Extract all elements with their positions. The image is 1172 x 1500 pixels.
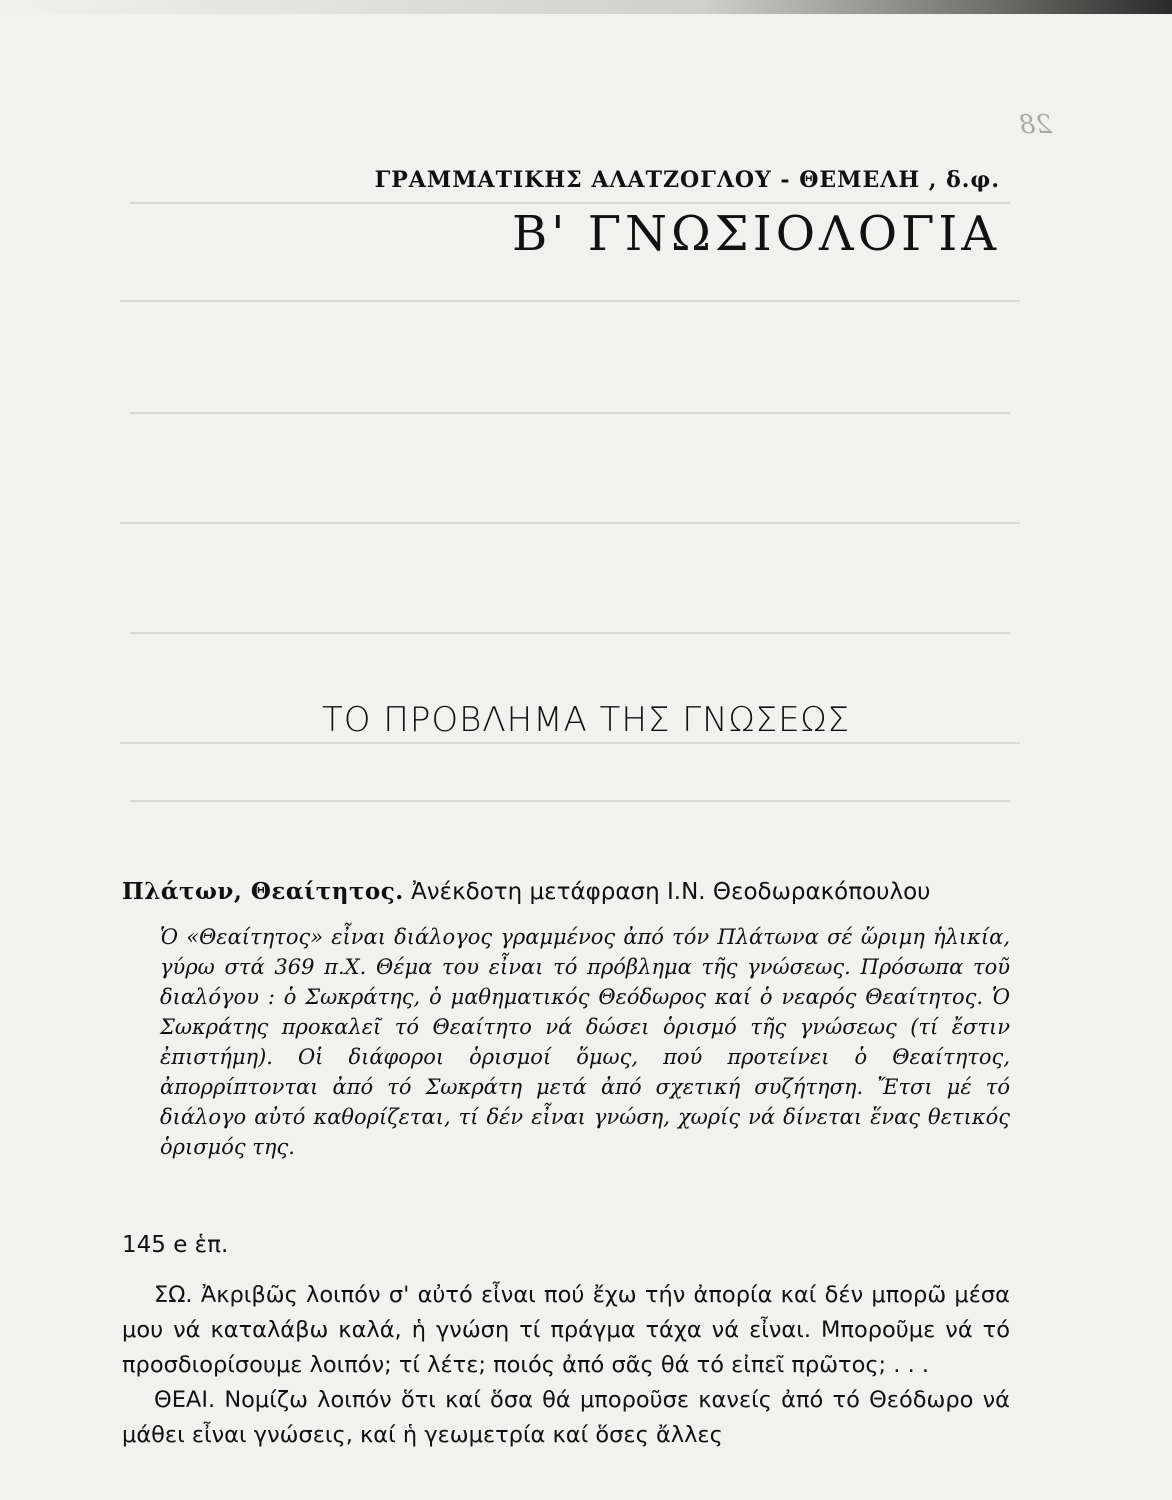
chapter-title: Β' ΓΝΩΣΙΟΛΟΓΙΑ xyxy=(511,206,1000,262)
source-citation xyxy=(122,878,1022,905)
intro-paragraph xyxy=(160,922,1010,1162)
source-translation-note: Ἀνέκδοτη μετάφραση Ι.Ν. Θεοδωρακόπουλου xyxy=(411,879,931,905)
page-number: 28 xyxy=(1018,110,1052,140)
header-author-line: ΓΡΑΜΜΑΤΙΚΗΣ ΑΛΑΤΖΟΓΛΟΥ - ΘΕΜΕΛΗ , δ.φ. xyxy=(374,167,1000,193)
section-title: ΤΟ ΠΡΟΒΛΗΜΑ ΤΗΣ ΓΝΩΣΕΩΣ xyxy=(321,700,851,740)
dialogue-line: ΘΕΑΙ. Νομίζω λοιπόν ὅτι καί ὅσα θά μποροῦσε κανείς ἀπό τό Θεόδωρο νά μάθει εἶναι γνώσεις, καί ἡ γεωμετρία καί ὅσες ἄλλες xyxy=(122,1387,1010,1448)
dialogue-line: ΣΩ. Ἀκριβῶς λοιπόν σ' αὐτό εἶναι πού ἔχω τήν ἀπορία καί δέν μπορῶ μέσα μου νά καταλάβω καλά, ἡ γνώση τί πράγμα τάχα νά εἶναι. Μποροῦμε νά τό προσδιορίσουμε λοιπόν; τί λέτε; ποιός ἀπό σᾶς θά τό εἰπεῖ πρῶτος; . . . xyxy=(122,1282,1010,1378)
dialogue-text xyxy=(122,1278,1010,1453)
passage-reference: 145 e ἑπ. xyxy=(122,1232,229,1258)
scan-edge-shadow xyxy=(0,0,1172,14)
source-author-work: Πλάτων, Θεαίτητος. xyxy=(122,878,404,905)
intro-text: Ὁ «Θεαίτητος» εἶναι διάλογος γραμμένος ἀπό τόν Πλάτωνα σέ ὥριμη ἡλικία, γύρω στά 369 π.Χ. Θέμα του εἶναι τό πρόβλημα τῆς γνώσεως. Πρόσωπα τοῦ διαλόγου : ὁ Σωκράτης, ὁ μαθηματικός Θεόδωρος καί ὁ νεαρός Θεαίτητος. Ὁ Σωκράτης προκαλεῖ τό Θεαίτητο νά δώσει ὁρισμό τῆς γνώσεως (τί ἔστιν ἐπιστήμη). Οἱ διάφοροι ὁρισμοί ὅμως, πού προτείνει ὁ Θεαίτητος, ἀπορρίπτονται ἀπό τό Σωκράτη μετά ἀπό σχετική συζήτηση. Ἔτσι μέ τό διάλογο αὐτό καθορίζεται, τί δέν εἶναι γνώση, χωρίς νά δίνεται ἕνας θετικός ὁρισμός της. xyxy=(160,925,1010,1159)
